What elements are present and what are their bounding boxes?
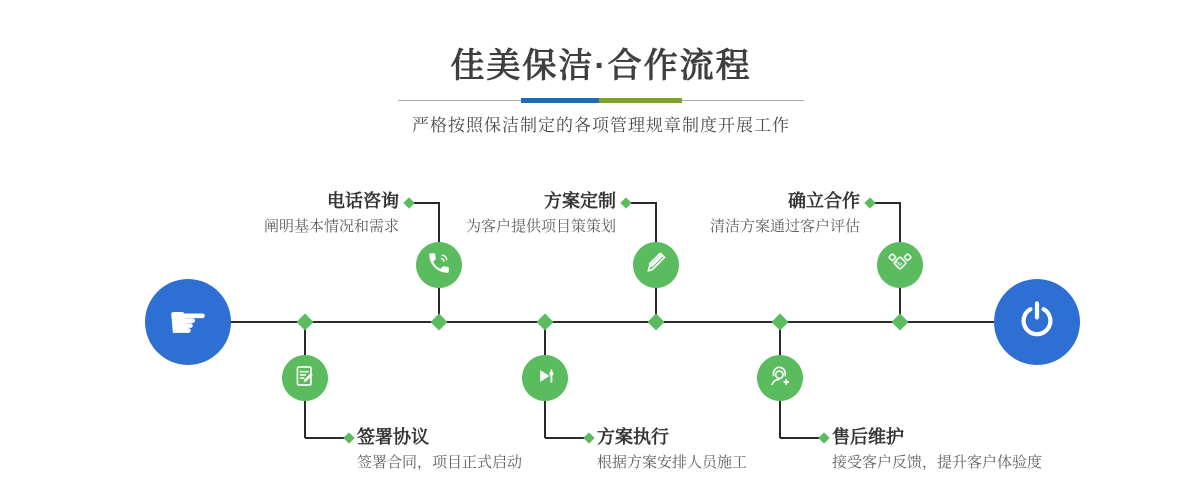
step-cooperation (710, 190, 860, 237)
step-node-plan-design (633, 242, 679, 288)
title-divider (398, 96, 804, 105)
junction-diamond (772, 314, 789, 331)
divider-blue-segment (521, 98, 599, 103)
step-node-sign (282, 355, 328, 401)
pencil-wrench-icon (643, 250, 669, 281)
step-title: 方案执行 (597, 427, 669, 447)
junction-diamond (431, 314, 448, 331)
step-phone-consult (264, 190, 399, 237)
junction-diamond (648, 314, 665, 331)
step-desc: 根据方案安排人员施工 (597, 454, 748, 471)
step-desc: 阐明基本情况和需求 (263, 218, 399, 235)
timeline-main-line (230, 321, 994, 323)
page-title: 佳美保洁·合作流程 (450, 47, 752, 85)
step-desc: 接受客户反馈，提升客户体验度 (832, 454, 1043, 471)
step-desc: 为客户提供项目策策划 (465, 218, 616, 235)
handshake-icon (887, 250, 913, 281)
divider-thin-line (682, 100, 805, 101)
label-diamond (864, 197, 875, 208)
step-plan-execute (597, 426, 747, 473)
sign-document-icon (292, 363, 318, 394)
step-sign-agreement (357, 426, 522, 473)
step-node-execute (522, 355, 568, 401)
step-node-phone (416, 242, 462, 288)
power-icon (1015, 298, 1059, 347)
junction-diamond (892, 314, 909, 331)
label-diamond (620, 197, 631, 208)
page-subtitle: 严格按照保洁制定的各项管理规章制度开展工作 (412, 116, 790, 135)
step-title: 售后维护 (832, 427, 904, 447)
label-diamond (343, 432, 354, 443)
headset-plus-icon (767, 363, 793, 394)
play-icon (532, 363, 558, 394)
junction-diamond (537, 314, 554, 331)
step-title: 签署协议 (357, 427, 429, 447)
label-diamond (818, 432, 829, 443)
label-diamond (583, 432, 594, 443)
timeline-end-node (994, 279, 1080, 365)
timeline-start-node (145, 279, 231, 365)
step-desc: 签署合同，项目正式启动 (357, 454, 523, 471)
step-title: 方案定制 (544, 191, 616, 211)
pointing-hand-icon: ☛ (167, 295, 209, 349)
step-desc: 清洁方案通过客户评估 (709, 218, 860, 235)
step-node-cooperation (877, 242, 923, 288)
step-plan-design (466, 190, 616, 237)
step-node-aftersale (757, 355, 803, 401)
step-title: 确立合作 (788, 191, 860, 211)
phone-icon (426, 250, 452, 281)
divider-thin-line (398, 100, 521, 101)
step-title: 电话咨询 (327, 191, 399, 211)
junction-diamond (297, 314, 314, 331)
divider-green-segment (599, 98, 682, 103)
step-aftersale (832, 426, 1042, 473)
label-diamond (403, 197, 414, 208)
